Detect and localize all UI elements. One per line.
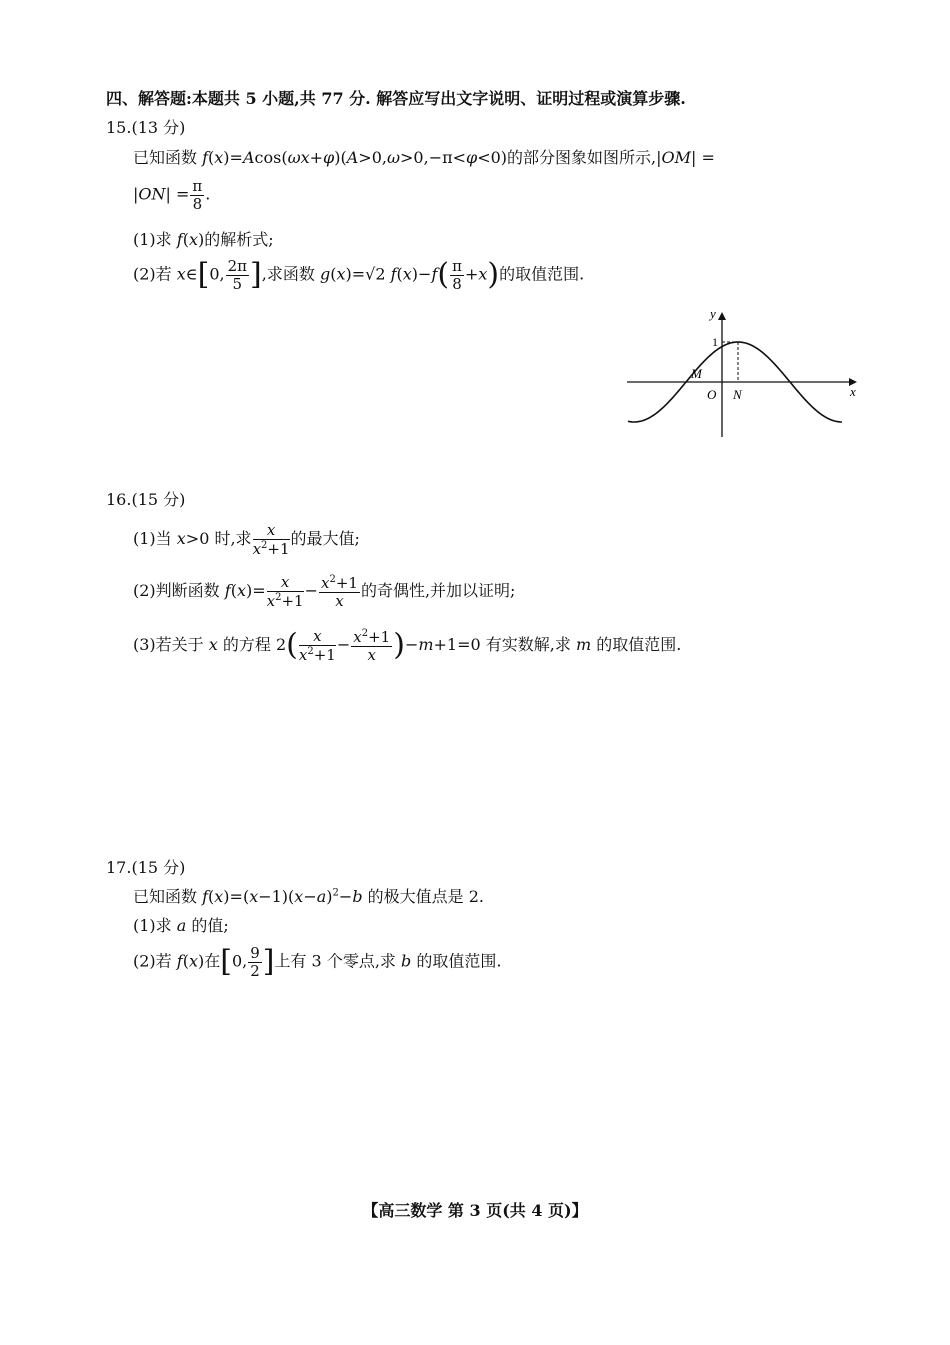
var: x (298, 645, 308, 664)
text: )=( (223, 887, 250, 906)
numerator: 2π (227, 257, 248, 275)
var: a (176, 916, 187, 935)
q16-part2 (133, 574, 515, 609)
var: x (208, 635, 218, 654)
q16-number: 16.(15 分) (106, 490, 186, 509)
right-bracket: ] (262, 944, 275, 979)
var: x (266, 521, 276, 539)
text: +1 (267, 539, 290, 558)
var: x (188, 951, 198, 971)
var: m (575, 635, 592, 654)
left-bracket: [ (197, 257, 210, 292)
text: 上有 3 个零点,求 (274, 951, 401, 971)
text: (1)求 (133, 916, 177, 935)
fraction (450, 258, 464, 292)
var: m (418, 635, 434, 654)
text: +1 (281, 591, 304, 610)
numerator (351, 628, 392, 647)
var: x (176, 264, 186, 284)
var: x (353, 628, 362, 646)
var: OM (661, 148, 692, 167)
text: 0, (231, 951, 248, 971)
text: 已知函数 (133, 148, 203, 167)
text: ( (208, 148, 215, 167)
text: ( (396, 264, 403, 284)
exponent: 2 (361, 628, 369, 639)
text: (2)判断函数 (133, 581, 225, 600)
fraction (319, 574, 360, 609)
left-paren: ( (437, 257, 450, 292)
text: + (464, 264, 479, 284)
var: a (316, 887, 327, 906)
q15-number: 15.(13 分) (106, 118, 186, 137)
text: ( (208, 887, 215, 906)
denominator (267, 592, 304, 610)
text: 的奇偶性,并加以证明; (360, 581, 516, 600)
denominator (351, 647, 392, 664)
var: f (431, 264, 438, 284)
denominator: 5 (232, 274, 243, 293)
text: )( (334, 148, 347, 167)
text: +1 (313, 645, 336, 664)
text: +1 (335, 574, 358, 592)
section-heading: 四、解答题:本题共 5 小题,共 77 分. 解答应写出文字说明、证明过程或演算步骤. (106, 89, 686, 108)
text: 已知函数 (133, 887, 203, 906)
var: A (346, 148, 359, 167)
numerator (253, 522, 290, 540)
text: . (205, 184, 211, 204)
var: x (252, 539, 262, 558)
denominator (253, 540, 290, 558)
text: 的取值范围. (411, 951, 502, 971)
var: x (294, 887, 304, 906)
var: x (313, 627, 322, 645)
var: b (401, 951, 412, 971)
text: 的取值范围. (591, 635, 682, 654)
var: f (176, 951, 183, 971)
var: g (319, 264, 331, 284)
var: ω (287, 148, 301, 167)
text: (1)求 (133, 230, 177, 249)
var: x (214, 148, 224, 167)
numerator: π (192, 177, 203, 195)
var: x (280, 573, 290, 591)
text: + (309, 148, 324, 167)
var: φ (323, 148, 335, 167)
numerator (319, 574, 360, 593)
text: 的最大值; (290, 529, 360, 548)
O-label: O (707, 387, 717, 402)
text: +1 (368, 628, 391, 646)
text: ∈ (185, 264, 198, 284)
one-label: 1 (712, 335, 718, 349)
text: (1)当 (133, 529, 177, 548)
text: 0, (209, 264, 225, 284)
q15-part2 (133, 258, 584, 292)
numerator: 9 (250, 944, 260, 962)
var: x (478, 264, 488, 284)
text: )=√2 (345, 264, 391, 284)
exponent: 2 (332, 887, 339, 899)
numerator (267, 574, 304, 592)
q17-stem (133, 884, 484, 907)
text: − (336, 635, 351, 654)
q17-number: 17.(15 分) (106, 858, 186, 877)
text: 的值; (186, 916, 229, 935)
fraction (299, 628, 336, 663)
numerator (299, 628, 336, 646)
fraction (351, 628, 392, 663)
numerator: π (452, 257, 462, 275)
var: A (242, 148, 255, 167)
text: )的解析式; (197, 230, 274, 249)
exponent: 2 (261, 539, 268, 551)
text: >0 时,求 (185, 529, 252, 548)
q17-part1 (133, 913, 229, 936)
text: )= (223, 148, 243, 167)
var: b (352, 887, 363, 906)
text: 的取值范围. (499, 264, 585, 284)
fraction (248, 945, 262, 979)
text: )在 (197, 951, 221, 971)
N-label: N (733, 387, 742, 402)
var: x (402, 264, 412, 284)
left-bracket: [ (220, 944, 232, 979)
text: ( (182, 230, 189, 249)
left-paren: ( (286, 627, 298, 663)
fraction (253, 522, 290, 557)
var: x (249, 887, 259, 906)
page-footer: 【高三数学 第 3 页(共 4 页)】 (362, 1201, 588, 1220)
q16-part3 (133, 628, 681, 663)
denominator (319, 593, 360, 610)
var: x (266, 591, 276, 610)
var: f (202, 148, 209, 167)
q15-part1 (133, 227, 274, 250)
fraction (190, 178, 204, 212)
denominator: 2 (250, 961, 260, 980)
text: − (303, 887, 317, 906)
text: +1=0 有实数解,求 (433, 635, 576, 654)
var: x (336, 264, 346, 284)
var: x (367, 645, 376, 664)
text: (2)若 (133, 264, 177, 284)
right-paren: ) (393, 627, 405, 663)
text: (2)若 (133, 951, 177, 971)
text: <0)的部分图象如图所示,| (477, 148, 662, 167)
text: 的极大值点是 2. (362, 887, 485, 906)
text: 的方程 2 (217, 635, 287, 654)
var: f (224, 581, 231, 600)
right-bracket: ] (250, 257, 262, 292)
var: x (300, 148, 310, 167)
q17-part2 (133, 945, 501, 979)
text: ,求函数 (261, 264, 320, 284)
text: ( (330, 264, 337, 284)
var: ON (138, 184, 166, 204)
var: x (321, 574, 330, 592)
q15-stem-line1 (133, 145, 715, 168)
y-axis-arrow (718, 312, 726, 320)
text: | = (165, 184, 190, 204)
var: f (202, 887, 209, 906)
denominator: 8 (192, 194, 203, 213)
right-paren: ) (487, 257, 500, 292)
text: − (304, 581, 318, 600)
exponent: 2 (275, 591, 282, 603)
q15-stem-line2 (133, 178, 210, 212)
text: ( (182, 951, 189, 971)
text: | (133, 184, 139, 204)
denominator: 8 (452, 274, 462, 293)
text: ) (326, 887, 333, 906)
exponent: 2 (307, 645, 314, 657)
x-label: x (850, 384, 856, 399)
y-label: y (710, 306, 716, 321)
M-label: M (691, 366, 702, 381)
var: φ (466, 148, 478, 167)
text: )− (411, 264, 432, 284)
fraction (226, 258, 249, 292)
denominator (299, 646, 336, 664)
text: | = (691, 148, 715, 167)
exponent: 2 (329, 574, 336, 585)
cosine-graph (625, 305, 865, 440)
var: f (176, 230, 183, 249)
text: >0, (358, 148, 387, 167)
var: x (188, 230, 198, 249)
text: −1)( (258, 887, 295, 906)
text: − (338, 887, 353, 906)
text: cos( (254, 148, 288, 167)
var: x (335, 591, 344, 610)
text: − (404, 635, 419, 654)
q16-part1 (133, 522, 360, 557)
text: )= (245, 581, 266, 600)
text: ( (230, 581, 237, 600)
fraction (267, 574, 304, 609)
var: x (214, 887, 224, 906)
var: x (176, 529, 186, 548)
var: x (236, 581, 246, 600)
var: ω (386, 148, 401, 167)
text: >0,−π< (400, 148, 467, 167)
text: (3)若关于 (133, 635, 209, 654)
var: f (390, 264, 397, 284)
